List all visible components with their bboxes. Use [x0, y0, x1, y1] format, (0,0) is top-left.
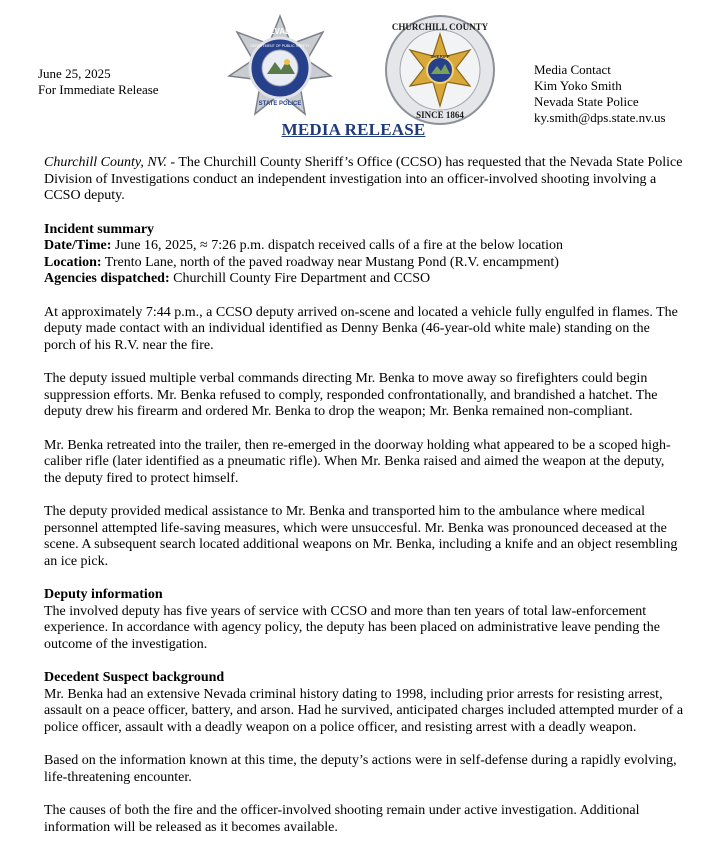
agencies-label: Agencies dispatched:: [44, 271, 170, 286]
badge-right-bottom-text: SINCE 1864: [416, 110, 464, 120]
narrative-paragraph-1: At approximately 7:44 p.m., a CCSO deputy arrived on-scene and located a vehicle fully engulfed in flames. The deputy made contact with an individual identified as Denny Benka (46-year-old white male) standing on the porch of his R.V. near the fire.: [44, 304, 678, 353]
suspect-text: Mr. Benka had an extensive Nevada criminal history dating to 1998, including prior arrests for resisting arrest, assault on a peace officer, battery, and arson. Had he survived, anticipated charges included attempted murder of a police officer, assault with a deadly weapon on a police officer, and resisting arrest with a deadly weapon.: [44, 686, 684, 735]
release-date-block: [38, 66, 159, 98]
badge-right-top-text: CHURCHILL COUNTY: [391, 22, 489, 32]
churchill-county-sheriff-badge: [384, 14, 496, 126]
page-title: [0, 120, 707, 140]
incident-summary: [44, 222, 684, 288]
agencies-value: Churchill County Fire Department and CCSO: [169, 271, 431, 286]
narrative-paragraph-2: The deputy issued multiple verbal commands directing Mr. Benka to move away so firefighters could begin suppression efforts. Mr. Benka refused to comply, responded confrontationally, and brandished a hatchet. The deputy drew his firearm and ordered Mr. Benka to drop the weapon; Mr. Benka remained non-compliant.: [44, 371, 658, 419]
deputy-section: [44, 587, 684, 653]
suspect-heading: Decedent Suspect background: [44, 670, 225, 685]
contact-email[interactable]: ky.smith@dps.state.nv.us: [534, 110, 666, 125]
location-label: Location:: [44, 254, 102, 270]
closing-paragraph-2: The causes of both the fire and the officer-involved shooting remain under active investigation. Additional information will be released as it becomes available.: [44, 803, 640, 835]
incident-heading: Incident summary: [44, 221, 155, 237]
release-body: [44, 155, 684, 836]
contact-org: Nevada State Police: [534, 94, 639, 109]
contact-name: Kim Yoko Smith: [534, 78, 622, 93]
intro-text: - The Churchill County Sheriff’s Office (CCSO) has requested that the Nevada State Police Division of Investigations conduct an independent investigation into an officer-involved shooting involving a CCSO deputy.: [44, 155, 683, 203]
release-date: June 25, 2025: [38, 66, 111, 81]
page-title-text: MEDIA RELEASE: [281, 120, 426, 139]
suspect-section: [44, 670, 684, 736]
datetime-label: Date/Time:: [44, 238, 112, 253]
incident-agencies: [44, 271, 684, 288]
contact-label: Media Contact: [534, 62, 611, 77]
narrative-paragraph-4: The deputy provided medical assistance to Mr. Benka and transported him to the ambulance where medical personnel attempted life-saving measures, which were unsuccesful. Mr. Benka was pronounced deceased at the scene. A subsequent search located additional weapons on Mr. Benka, including a knife and an object resembling an ice pick.: [44, 504, 678, 569]
media-contact-block: [534, 62, 666, 126]
badge-left-bottom-text: STATE POLICE: [258, 101, 302, 107]
badge-right-center-text: SHERIFF: [430, 54, 450, 59]
badge-left-top-text: NEVADA: [263, 27, 297, 36]
incident-location: [44, 255, 684, 272]
release-type: For Immediate Release: [38, 82, 159, 97]
narrative-paragraph-3: Mr. Benka retreated into the trailer, then re-emerged in the doorway holding what appeared to be a scoped high-caliber rifle (later identified as a pneumatic rifle). When Mr. Benka raised and aimed the weapon at the deputy, the deputy fired to protect himself.: [44, 437, 671, 486]
incident-datetime: [44, 238, 684, 255]
intro-paragraph: [44, 155, 684, 205]
nevada-state-police-badge: [225, 14, 335, 119]
location-value: Trento Lane, north of the paved roadway near Mustang Pond (R.V. encampment): [101, 254, 559, 270]
badge-left-ring-text: DEPARTMENT OF PUBLIC SAFETY: [250, 44, 310, 48]
intro-place: Churchill County, NV.: [44, 155, 167, 170]
deputy-text: The involved deputy has five years of service with CCSO and more than ten years of total law-enforcement experience. In accordance with agency policy, the deputy has been placed on administrative leave pending the outcome of the investigation.: [44, 603, 660, 652]
deputy-heading: Deputy information: [44, 587, 163, 602]
datetime-value: June 16, 2025, ≈ 7:26 p.m. dispatch received calls of a fire at the below location: [111, 238, 564, 253]
closing-paragraph-1: Based on the information known at this time, the deputy’s actions were in self-defense during a rapidly evolving, life-threatening encounter.: [44, 753, 677, 785]
